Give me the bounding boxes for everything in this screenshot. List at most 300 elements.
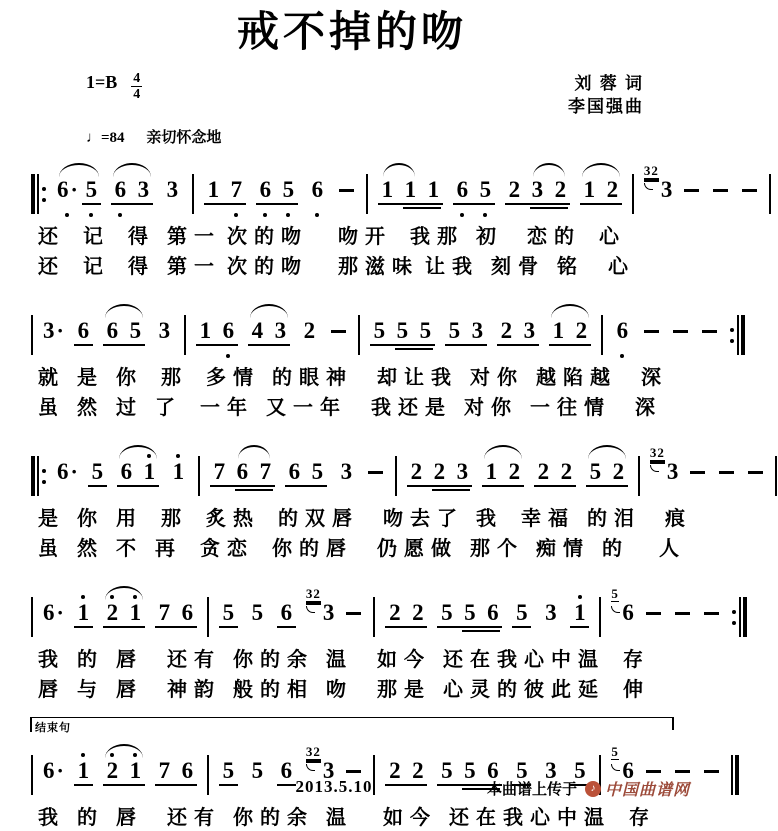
note-group	[531, 450, 579, 502]
quarter-note-icon: ♩	[86, 130, 101, 146]
note: 1	[583, 177, 596, 202]
music-system	[26, 717, 678, 831]
note: 3	[523, 318, 536, 343]
beam-line	[103, 626, 145, 628]
note: 6	[120, 459, 133, 484]
beam-line	[196, 344, 238, 346]
note: 5	[311, 459, 324, 484]
note-group	[160, 168, 185, 220]
lyrics-line: 我 的 唇 还 有 你 的 余 温 如 今 还 在 我 心 中 温 存	[38, 649, 644, 671]
note: 3	[471, 318, 484, 343]
beam-line	[530, 207, 568, 209]
note: 2	[537, 459, 550, 484]
note-group	[699, 591, 724, 643]
note-group	[685, 450, 710, 502]
note: 5 6	[611, 744, 634, 783]
beam-line	[570, 626, 589, 628]
dash-note	[366, 450, 385, 502]
augmentation-dot: ·	[56, 600, 64, 625]
dash-note	[344, 591, 363, 643]
music-system	[26, 576, 678, 703]
beam-line	[74, 626, 93, 628]
barline	[206, 597, 210, 637]
footer	[0, 777, 704, 801]
dash-line	[704, 770, 719, 773]
octave-dot-low	[234, 213, 238, 217]
note-group	[434, 591, 505, 643]
note: 5 6	[611, 586, 634, 625]
slur-arc	[582, 163, 620, 177]
lyrics-line: 我 的 唇 还 有 你 的 余 温 如 今 还 在 我 心 中 温 存	[38, 807, 650, 829]
sheet-music-page	[0, 6, 704, 829]
note: 5	[88, 450, 107, 502]
note: 3	[545, 600, 557, 625]
note: 6	[106, 318, 119, 343]
note-group	[577, 168, 625, 220]
grace-hook	[306, 764, 315, 771]
grace-hook	[611, 764, 620, 771]
note: 6 ·	[43, 600, 64, 625]
note: 7	[227, 168, 246, 220]
barline	[372, 597, 376, 637]
note-group	[404, 450, 475, 502]
note: 6	[256, 168, 275, 220]
note: 6 ·	[43, 758, 64, 783]
note-group	[108, 168, 156, 220]
beam-line	[497, 344, 539, 346]
note: 2	[410, 459, 423, 484]
note: 7	[213, 459, 226, 484]
note-group	[334, 168, 359, 220]
beam-line	[117, 485, 159, 487]
notation-line	[26, 294, 678, 361]
beam-line	[370, 344, 435, 346]
grace-notes: 32	[306, 587, 321, 613]
barline	[30, 597, 34, 637]
note: 32 3	[643, 163, 673, 202]
dash-note	[329, 309, 348, 361]
dash-note	[700, 309, 719, 361]
augmentation-dot: ·	[70, 459, 78, 484]
beam-line	[277, 626, 296, 628]
note: 1	[169, 450, 188, 502]
beam-line	[534, 485, 576, 487]
note: 3	[158, 318, 171, 343]
grace-notes: 5	[611, 587, 620, 613]
note: 3 ·	[43, 318, 64, 343]
beam-line	[512, 626, 531, 628]
beam-line	[235, 489, 273, 491]
tempo-mark	[86, 130, 125, 146]
beam-line	[256, 203, 298, 205]
note-group	[714, 450, 739, 502]
note-group	[71, 309, 96, 361]
octave-dot-high	[176, 454, 180, 458]
beam-line	[248, 344, 290, 346]
note: 1	[381, 177, 394, 202]
dash-note	[642, 309, 661, 361]
beam-line	[403, 207, 441, 209]
grace-hook	[650, 465, 659, 472]
note: 2	[554, 177, 567, 202]
dash-line	[690, 471, 705, 474]
note-group	[641, 163, 676, 220]
note: 2	[412, 758, 424, 783]
slur-arc	[113, 163, 151, 177]
note-group	[450, 168, 498, 220]
slur-arc	[484, 445, 522, 459]
note-group	[334, 450, 359, 502]
barline	[631, 174, 635, 214]
note-group	[670, 591, 695, 643]
grace-notes: 32	[306, 745, 321, 771]
tempo-value: =84	[101, 130, 125, 146]
note: 6 ·	[57, 459, 78, 484]
note-group	[647, 445, 682, 502]
note: 5	[476, 168, 495, 220]
lyrics-line: 是 你 用 那 炙 热 的 双 唇 吻 去 了 我 幸 福 的 泪 痕	[38, 508, 686, 530]
dash-line	[646, 770, 661, 773]
music-system	[26, 153, 678, 280]
note-group	[494, 309, 542, 361]
note-group	[54, 168, 104, 220]
credits	[568, 72, 644, 118]
note: 2	[103, 591, 122, 643]
dash-note	[688, 450, 707, 502]
note: 3	[531, 177, 544, 202]
note: 1	[126, 749, 145, 801]
note: 5	[279, 168, 298, 220]
note-group	[363, 450, 388, 502]
beam-line	[82, 203, 101, 205]
site-name[interactable]: 中国曲谱网	[604, 782, 690, 799]
note-group	[303, 586, 338, 643]
beam-line	[88, 485, 107, 487]
note-group	[71, 591, 96, 643]
beam-line	[103, 344, 145, 346]
note: 6	[277, 591, 296, 643]
note: 3	[456, 459, 469, 484]
slur-arc	[588, 445, 626, 459]
composer: 李国强曲	[568, 97, 644, 116]
slur-arc	[105, 744, 143, 758]
beam-line	[285, 485, 327, 487]
note: 7	[259, 459, 272, 484]
note: 6 ·	[57, 168, 78, 220]
lyrics-line: 虽 然 过 了 一 年 又 一 年 我 还 是 对 你 一 往 情 深	[38, 397, 656, 419]
note: 2	[389, 600, 401, 625]
score	[0, 147, 704, 831]
note: 2	[103, 749, 122, 801]
barline	[730, 755, 740, 795]
note-group	[743, 450, 768, 502]
dash-line	[644, 330, 659, 333]
note-group	[538, 591, 563, 643]
note: 5	[512, 749, 531, 801]
note: 1	[207, 177, 220, 202]
note-group	[100, 591, 148, 643]
note: 32 3	[305, 744, 335, 783]
dash-line	[719, 471, 734, 474]
note-group	[641, 591, 666, 643]
note: 1	[404, 177, 417, 202]
barline	[365, 174, 369, 214]
mood-text: 亲切怀念地	[146, 130, 222, 146]
barline	[728, 315, 746, 355]
lyrics-line: 虽 然 不 再 贪 恋 你 的 唇 仍 愿 做 那 个 痴 情 的 人	[38, 538, 680, 560]
slur-arc	[383, 163, 416, 177]
dash-note	[682, 168, 701, 220]
slur-arc	[105, 304, 143, 318]
octave-dot-high	[578, 595, 582, 599]
note-group	[546, 309, 594, 361]
barline	[183, 315, 187, 355]
note: 1	[552, 318, 565, 343]
note: 32 3	[305, 586, 335, 625]
note-group	[152, 591, 200, 643]
note-group	[668, 309, 693, 361]
site-logo-icon: ♪	[585, 781, 601, 797]
beam-line	[586, 485, 628, 487]
note: 1	[74, 749, 93, 801]
note: 1	[74, 591, 93, 643]
note: 2	[508, 177, 521, 202]
note: 5	[396, 318, 409, 343]
slur-arc	[119, 445, 157, 459]
dash-note	[673, 591, 692, 643]
note-group	[442, 309, 490, 361]
dash-line	[748, 471, 763, 474]
beam-line	[395, 348, 433, 350]
dash-note	[337, 168, 356, 220]
time-numerator: 4	[133, 71, 141, 86]
note-group	[40, 309, 67, 361]
octave-dot-low	[118, 213, 122, 217]
note-group	[245, 309, 293, 361]
note: 1	[485, 459, 498, 484]
barline	[768, 174, 772, 214]
dash-line	[368, 471, 383, 474]
note: 2	[500, 318, 513, 343]
beam-line	[432, 489, 470, 491]
grace-hook	[306, 606, 315, 613]
time-denominator: 4	[133, 87, 141, 102]
octave-dot-low	[483, 213, 487, 217]
grace-hook	[644, 183, 653, 190]
note-group	[40, 591, 67, 643]
meta-row	[0, 58, 704, 118]
note-group	[567, 591, 592, 643]
octave-dot-low	[620, 354, 624, 358]
note: 7	[158, 758, 171, 783]
upload-text: 本曲谱上传于	[486, 782, 577, 798]
barline	[30, 315, 34, 355]
note-group	[253, 168, 301, 220]
note: 6	[236, 459, 249, 484]
ending-bracket	[30, 717, 674, 734]
dash-line	[675, 612, 690, 615]
grace-notes: 32	[650, 446, 665, 472]
note: 32 3	[649, 445, 679, 484]
note: 2	[612, 459, 625, 484]
note-group	[207, 450, 278, 502]
beam-line	[505, 203, 570, 205]
note-group	[502, 168, 573, 220]
note-group	[100, 309, 148, 361]
barline	[357, 315, 361, 355]
grace-notes: 5	[611, 745, 620, 771]
barline	[600, 315, 604, 355]
note: 2	[389, 758, 401, 783]
dash-note	[711, 168, 730, 220]
note-group	[274, 591, 299, 643]
note-group	[679, 168, 704, 220]
barline	[30, 174, 48, 214]
note: 5	[464, 758, 476, 783]
note: 5	[419, 318, 432, 343]
octave-dot-low	[315, 213, 319, 217]
note: 2	[575, 318, 588, 343]
note: 6	[277, 749, 296, 801]
beam-line	[155, 626, 197, 628]
slur-arc	[59, 163, 99, 177]
lyrics-line: 还 记 得 第 一 次 的 吻 那 滋 味 让 我 刻 骨 铭 心	[38, 256, 629, 278]
dash-line	[684, 189, 699, 192]
note: 6	[181, 600, 194, 625]
note-group	[367, 309, 438, 361]
dash-line	[346, 770, 361, 773]
slur-arc	[250, 304, 288, 318]
note: 5	[589, 459, 602, 484]
lyrics-line: 唇 与 唇 神 韵 般 的 相 吻 那 是 心 灵 的 彼 此 延 伸	[38, 679, 644, 701]
dash-line	[702, 330, 717, 333]
dash-line	[673, 330, 688, 333]
beam-line	[204, 203, 246, 205]
beam-line	[378, 203, 443, 205]
lyrics-line: 还 记 得 第 一 次 的 吻 吻 开 我 那 初 恋 的 心	[38, 226, 620, 248]
dash-note	[702, 749, 721, 801]
beam-line	[219, 626, 238, 628]
note: 5	[373, 318, 386, 343]
note: 5	[512, 591, 531, 643]
note: 1	[140, 450, 159, 502]
ending-label: 结束句	[35, 722, 71, 734]
beam-line	[462, 630, 500, 632]
note-group	[697, 309, 722, 361]
barline	[598, 597, 602, 637]
note-group	[583, 450, 631, 502]
grace-notes: 32	[644, 164, 659, 190]
note: 2	[606, 177, 619, 202]
note: 5	[441, 758, 453, 783]
notation-line	[26, 576, 678, 643]
grace-hook	[611, 606, 620, 613]
dash-line	[675, 770, 690, 773]
note: 5	[129, 318, 142, 343]
dash-line	[346, 612, 361, 615]
dash-note	[671, 309, 690, 361]
note: 6	[219, 309, 238, 361]
beam-line	[437, 626, 502, 628]
slur-arc	[551, 304, 589, 318]
barline	[637, 456, 641, 496]
augmentation-dot: ·	[56, 318, 64, 343]
note: 5	[251, 600, 264, 625]
note-group	[326, 309, 351, 361]
note: 7	[158, 600, 171, 625]
note: 3	[340, 459, 353, 484]
note: 5	[82, 168, 101, 220]
song-title: 戒不掉的吻	[236, 8, 467, 55]
beam-line	[482, 485, 524, 487]
note: 1	[126, 591, 145, 643]
note: 4	[251, 318, 264, 343]
note: 3	[137, 177, 150, 202]
augmentation-dot: ·	[70, 177, 78, 202]
note-group	[166, 450, 191, 502]
note: 6	[487, 600, 499, 625]
slur-arc	[238, 445, 271, 459]
upload-date: 2013.5.10	[295, 777, 373, 796]
barline	[197, 456, 201, 496]
note-group	[305, 168, 330, 220]
note-group	[509, 591, 534, 643]
beam-line	[407, 485, 472, 487]
note: 6	[308, 168, 327, 220]
note: 5	[251, 758, 264, 783]
note-group	[193, 309, 241, 361]
dash-line	[646, 612, 661, 615]
dash-note	[644, 591, 663, 643]
octave-dot-high	[81, 595, 85, 599]
note: 2	[433, 459, 446, 484]
note: 5	[464, 600, 476, 625]
note: 5	[219, 749, 238, 801]
key-signature	[86, 72, 142, 101]
slur-arc	[105, 586, 143, 600]
dash-note	[746, 450, 765, 502]
note-group	[54, 450, 81, 502]
note: 6	[74, 309, 93, 361]
dash-line	[339, 189, 354, 192]
note: 6	[453, 168, 472, 220]
music-system	[26, 294, 678, 421]
note: 2	[412, 600, 424, 625]
barline	[191, 174, 195, 214]
beam-line	[111, 203, 153, 205]
time-signature	[131, 72, 142, 101]
note-group	[737, 168, 762, 220]
note: 6	[487, 758, 499, 783]
note-group	[382, 591, 430, 643]
octave-dot-low	[263, 213, 267, 217]
note: 6	[111, 168, 130, 220]
note-group	[216, 591, 241, 643]
note: 1	[199, 318, 212, 343]
dash-note	[717, 450, 736, 502]
dash-line	[713, 189, 728, 192]
note: 2	[560, 459, 573, 484]
beam-line	[549, 344, 591, 346]
note-group	[245, 591, 270, 643]
key-text: 1=B	[86, 72, 118, 92]
octave-dot-low	[226, 354, 230, 358]
note-group	[708, 168, 733, 220]
barline	[394, 456, 398, 496]
note: 3	[274, 318, 287, 343]
note: 5	[448, 318, 461, 343]
dash-note	[702, 591, 721, 643]
